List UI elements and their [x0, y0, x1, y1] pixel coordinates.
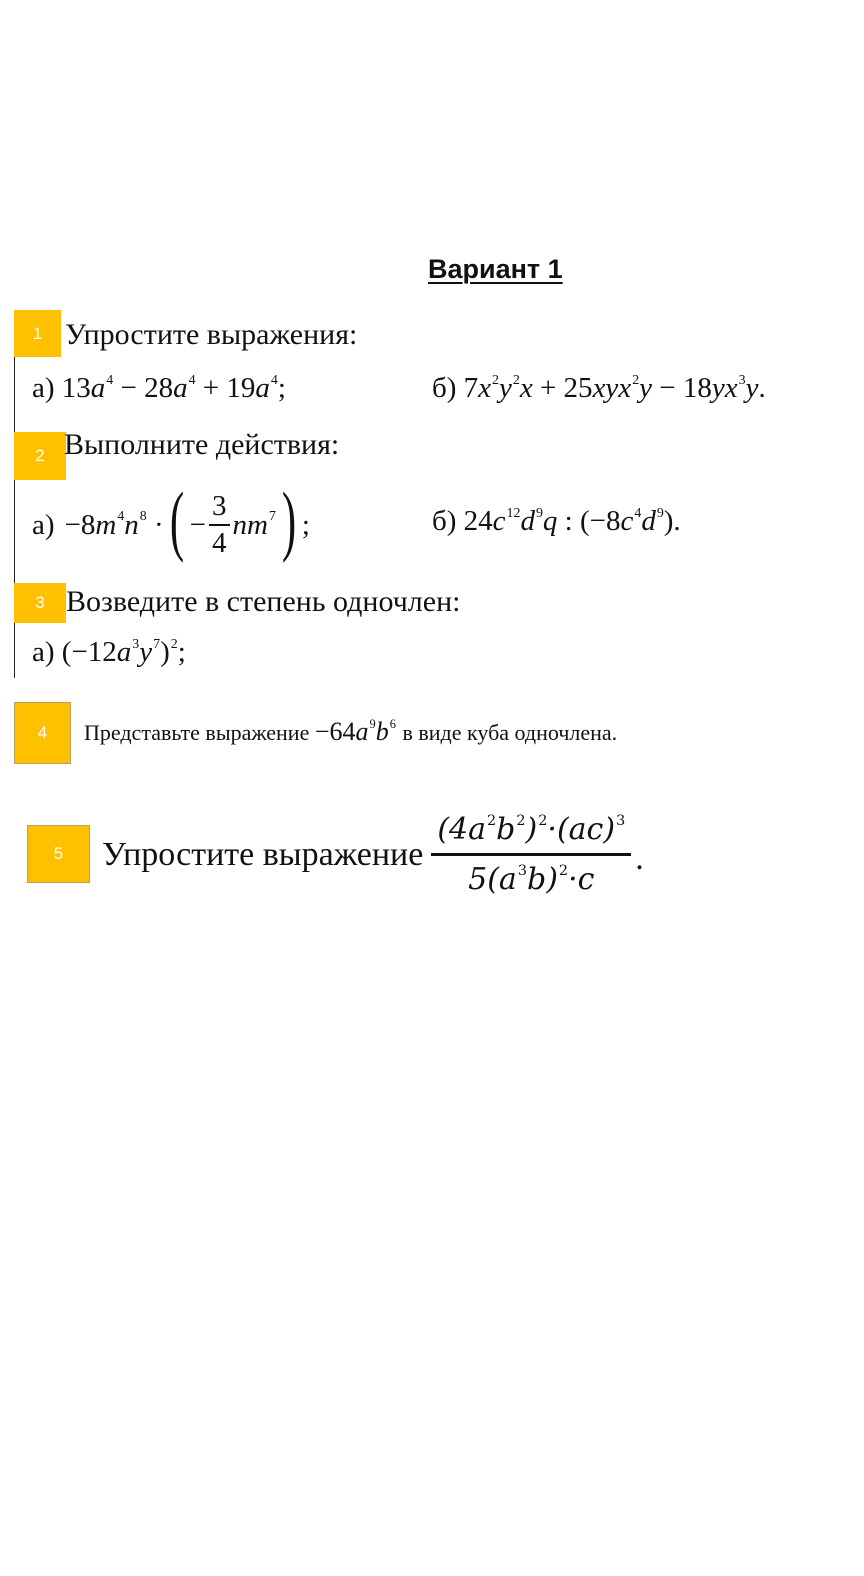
task-2-number-badge: 2	[14, 432, 66, 480]
task-2b-expression: б) $24c^{12}d^9q$ : $(-8c^4d^9)$.	[432, 505, 681, 537]
task-3-heading: Возведите в степень одночлен:	[66, 585, 461, 618]
task-1-heading: Упростите выражения:	[65, 318, 358, 351]
task-5-text: Упростите выражение	[102, 835, 424, 873]
task-5-fraction: $\frac{(4a^2b^2)^2\cdot(ac)^3}{5(a^3b)^2\cdot c}$	[431, 812, 631, 897]
task-5-number-badge: 5	[27, 825, 90, 883]
task-4-text-before: Представьте выражение	[84, 720, 310, 745]
variant-title: Вариант 1	[428, 254, 563, 284]
task-2a-label: а)	[32, 508, 55, 541]
task-4-text: Представьте выражение $-64a^9b^6$ в виде куба одночлена.	[84, 717, 618, 746]
task-2b-label: б)	[432, 505, 457, 537]
task-5-row: Упростите выражение $\frac{(4a^2b^2)^2\cdot(ac)^3}{5(a^3b)^2\cdot c}$ .	[102, 812, 644, 897]
task-3a-expression: а) $(-12a^3y^7)^2$;	[32, 636, 186, 668]
task-1a-expression: а) $13a^4 - 28a^4 + 19a^4$;	[32, 372, 286, 404]
task-2a-expression: а) $-8m^4n^8$ · ( − $\frac{3}{4}$ $nm^7$ ) ;	[32, 476, 310, 563]
task-3-number-badge: 3	[14, 583, 66, 623]
task-1b-expression: б) $7x^2y^2x + 25xyx^2y - 18yx^3y$.	[432, 372, 766, 404]
task-1a-label: а)	[32, 372, 55, 404]
task-1b-label: б)	[432, 372, 457, 404]
task-4-number-badge: 4	[14, 702, 71, 764]
task-2-heading: Выполните действия:	[64, 428, 340, 461]
task-1-number-badge: 1	[14, 310, 61, 357]
task-4-text-after: в виде куба одночлена.	[402, 720, 618, 745]
task-3a-label: а)	[32, 636, 55, 668]
